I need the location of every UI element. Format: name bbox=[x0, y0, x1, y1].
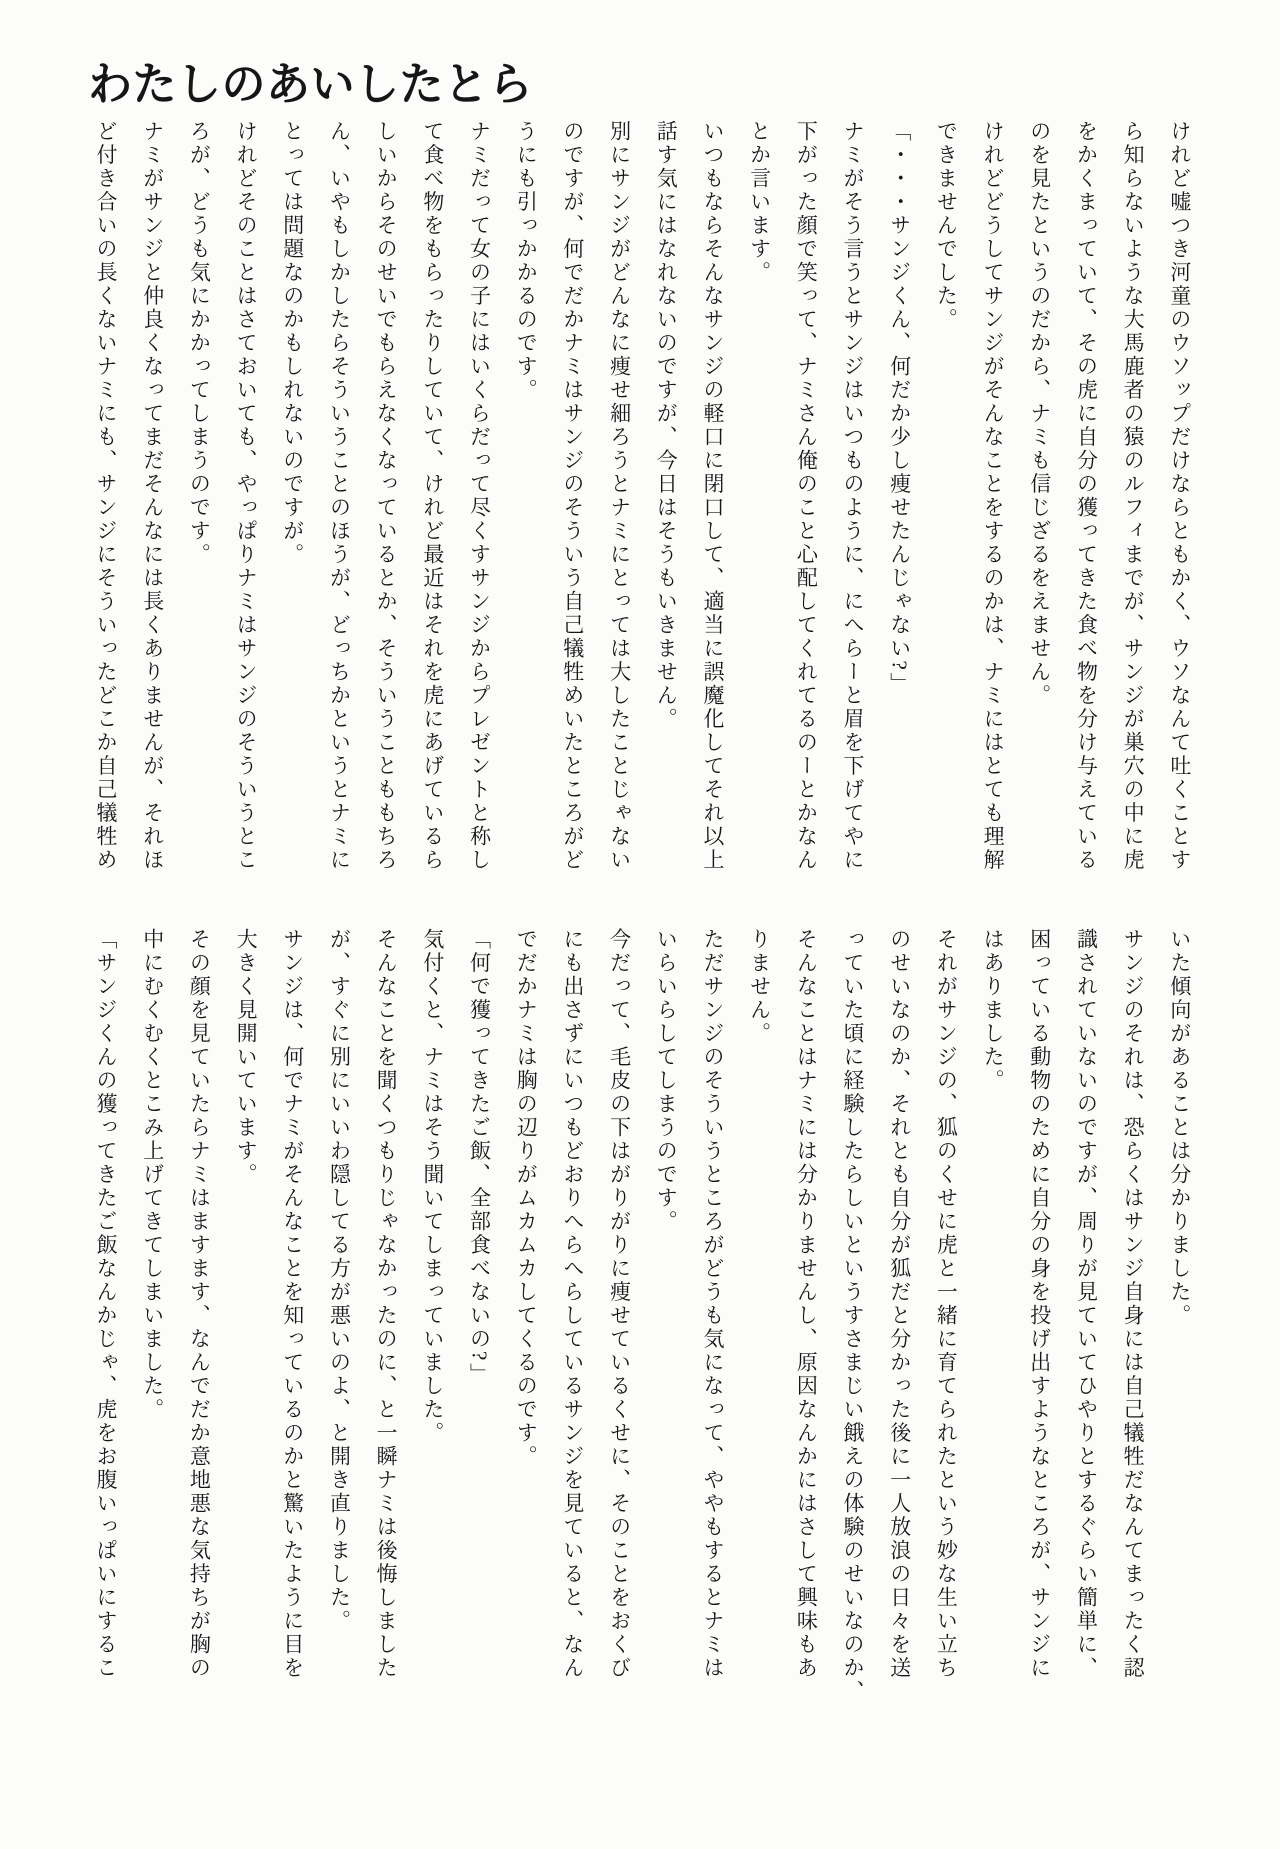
text-column: のせいなのか、それとも自分が狐だと分かった後に一人放浪の日々を送 bbox=[887, 928, 912, 1680]
text-column: けれどそのことはさておいても、やっぱりナミはサンジのそういうとこ bbox=[234, 120, 259, 872]
text-column: て食べ物をもらったりしていて、けれど最近はそれを虎にあげているら bbox=[420, 120, 445, 872]
text-column: ナミがサンジと仲良くなってまだそんなには長くありませんが、それほ bbox=[140, 120, 165, 872]
text-column: いた傾向があることは分かりました。 bbox=[1167, 928, 1192, 1328]
text-column: ど付き合いの長くないナミにも、サンジにそういったどこか自己犠牲め bbox=[94, 120, 118, 872]
text-column: 話す気にはなれないのですが、今日はそうもいきません。 bbox=[654, 120, 679, 731]
text-column: とっては問題なのかもしれないのですが。 bbox=[280, 120, 305, 567]
text-column: 別にサンジがどんなに痩せ細ろうとナミにとっては大したことじゃない bbox=[607, 120, 632, 872]
text-column: ナミがそう言うとサンジはいつものように、にへらーと眉を下げてやに bbox=[841, 120, 865, 872]
text-column: ナミだって女の子にはいくらだって尽くすサンジからプレゼントと称し bbox=[467, 120, 492, 872]
text-column: っていた頃に経験したらしいというすさまじい餓えの体験のせいなのか、 bbox=[841, 928, 865, 1704]
text-column: けれど嘘つき河童のウソップだけならともかく、ウソなんて吐くことす bbox=[1167, 120, 1192, 872]
page-title: わたしのあいしたとら bbox=[88, 58, 533, 111]
upper-text-block bbox=[95, 120, 1190, 880]
text-column: ろが、どうも気にかかってしまうのです。 bbox=[187, 120, 212, 567]
text-column: 大きく見開いています。 bbox=[234, 928, 259, 1187]
text-column: うにも引っかかるのです。 bbox=[514, 120, 539, 402]
text-column: 今だって、毛皮の下はがりがりに痩せているくせに、そのことをおくび bbox=[607, 928, 632, 1680]
text-column: ら知らないような大馬鹿者の猿のルフィまでが、サンジが巣穴の中に虎 bbox=[1121, 120, 1146, 872]
text-column: 気付くと、ナミはそう聞いてしまっていました。 bbox=[420, 928, 445, 1445]
text-column: しいからそのせいでもらえなくなっているとか、そういうことももちろ bbox=[374, 120, 399, 872]
text-column: 「・・・サンジくん、何だか少し痩せたんじゃない?」 bbox=[887, 120, 912, 696]
text-column: のですが、何でだかナミはサンジのそういう自己犠牲めいたところがど bbox=[560, 120, 585, 872]
text-column: ただサンジのそういうところがどうも気になって、ややもするとナミは bbox=[700, 928, 725, 1680]
text-column: その顔を見ていたらナミはますます、なんでだか意地悪な気持ちが胸の bbox=[187, 928, 212, 1680]
text-column: でだかナミは胸の辺りがムカムカしてくるのです。 bbox=[514, 928, 539, 1469]
text-column: いつもならそんなサンジの軽口に閉口して、適当に誤魔化してそれ以上 bbox=[700, 120, 725, 872]
text-column: ん、いやもしかしたらそういうことのほうが、どっちかというとナミに bbox=[327, 120, 352, 872]
text-column: できませんでした。 bbox=[934, 120, 959, 332]
text-column: をかくまっていて、その虎に自分の獲ってきた食べ物を分け与えている bbox=[1074, 120, 1099, 872]
text-column: 下がった顔で笑って、ナミさん俺のこと心配してくれてるのーとかなん bbox=[794, 120, 819, 872]
text-column: 困っている動物のために自分の身を投げ出すようなところが、サンジに bbox=[1027, 928, 1052, 1680]
text-column: のを見たというのだから、ナミも信じざるをえません。 bbox=[1027, 120, 1052, 708]
text-column: とか言います。 bbox=[747, 120, 772, 285]
text-column: それがサンジの、狐のくせに虎と一緒に育てられたという妙な生い立ち bbox=[934, 928, 959, 1680]
lower-text-block bbox=[95, 928, 1190, 1718]
text-column: 識されていないのですが、周りが見ていてひやりとするぐらい簡単に、 bbox=[1074, 928, 1099, 1680]
text-column: 「何で獲ってきたご飯、全部食べないの?」 bbox=[467, 928, 492, 1387]
text-column: りません。 bbox=[747, 928, 772, 1046]
text-column: 「サンジくんの獲ってきたご飯なんかじゃ、虎をお腹いっぱいにするこ bbox=[94, 928, 118, 1680]
text-column: 中にむくむくとこみ上げてきてしまいました。 bbox=[140, 928, 165, 1422]
text-column: にも出さずにいつもどおりへらへらしているサンジを見ていると、なん bbox=[560, 928, 585, 1680]
text-column: そんなことを聞くつもりじゃなかったのに、と一瞬ナミは後悔しました bbox=[374, 928, 399, 1680]
text-column: はありました。 bbox=[981, 928, 1006, 1093]
text-column: が、すぐに別にいいわ隠してる方が悪いのよ、と開き直りました。 bbox=[327, 928, 352, 1633]
text-column: サンジは、何でナミがそんなことを知っているのかと驚いたように目を bbox=[280, 928, 305, 1680]
text-column: けれどどうしてサンジがそんなことをするのかは、ナミにはとても理解 bbox=[981, 120, 1006, 872]
text-column: いらいらしてしまうのです。 bbox=[654, 928, 679, 1234]
text-column: そんなことはナミには分かりませんし、原因なんかにはさして興味もあ bbox=[794, 928, 819, 1680]
text-column: サンジのそれは、恐らくはサンジ自身には自己犠牲だなんてまったく認 bbox=[1121, 928, 1146, 1680]
